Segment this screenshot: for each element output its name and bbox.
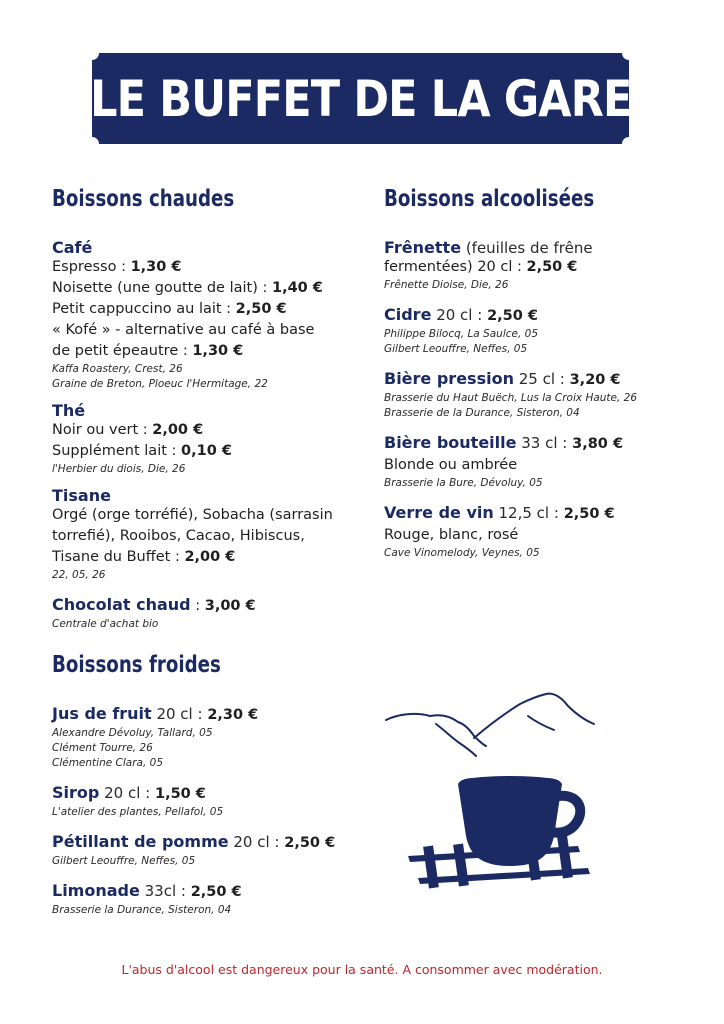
item-source: Graine de Breton, Ploeuc l'Hermitage, 22: [52, 378, 268, 390]
item-line: Orgé (orge torréfié), Sobacha (sarrasin: [52, 507, 333, 523]
item-volume: 12,5 cl :: [493, 504, 564, 522]
cup-on-rails-illustration: [378, 686, 608, 896]
mountain-right-ridge: [528, 716, 554, 730]
item-line: Espresso :: [52, 259, 131, 275]
menu-item-limonade: [52, 881, 352, 918]
item-name: Tisane: [52, 486, 111, 505]
mountain-right: [474, 694, 594, 738]
item-name: Verre de vin: [384, 503, 494, 522]
item-source: L'atelier des plantes, Pellafol, 05: [52, 806, 224, 818]
item-volume: 20 cl :: [151, 705, 208, 723]
item-source: Alexandre Dévoluy, Tallard, 05: [52, 727, 213, 739]
item-name: Bière bouteille: [384, 433, 517, 452]
item-source: Frênette Dioise, Die, 26: [384, 279, 509, 291]
item-price: 2,30 €: [207, 707, 259, 723]
item-volume: (feuilles de frêne: [461, 239, 593, 257]
item-price: 3,00 €: [204, 598, 256, 614]
left-column: [52, 186, 352, 918]
item-source: Cave Vinomelody, Veynes, 05: [384, 547, 540, 559]
item-name: Bière pression: [384, 369, 514, 388]
menu-item-biere-bouteille: [384, 433, 684, 491]
section-alcohol: Boissons alcoolisées: [384, 186, 595, 212]
item-volume: 25 cl :: [513, 370, 570, 388]
menu-item-cidre: [384, 305, 684, 357]
item-source: Clément Tourre, 26: [52, 742, 153, 754]
item-name: Limonade: [52, 881, 140, 900]
item-source: l'Herbier du diois, Die, 26: [52, 463, 186, 475]
menu-item-petillant: [52, 832, 352, 869]
item-line: Blonde ou ambrée: [384, 457, 518, 473]
item-source: Centrale d'achat bio: [52, 618, 159, 630]
item-name: Cidre: [384, 305, 432, 324]
item-price: 3,80 €: [572, 436, 624, 452]
item-price: 0,10 €: [181, 443, 232, 459]
item-line: Tisane du Buffet :: [52, 549, 185, 565]
item-price: 2,50 €: [284, 835, 336, 851]
item-name: Pétillant de pomme: [52, 832, 229, 851]
item-price: 2,50 €: [487, 308, 538, 324]
item-line: « Kofé » - alternative au café à base: [52, 322, 315, 338]
menu-item-vin: [384, 503, 684, 561]
item-price: 1,30 €: [130, 259, 182, 275]
item-volume: 20 cl :: [228, 833, 285, 851]
item-price: 2,50 €: [563, 506, 615, 522]
item-name: Frênette: [384, 238, 462, 257]
item-name: Jus de fruit: [52, 704, 152, 723]
item-source: Brasserie de la Durance, Sisteron, 04: [384, 407, 580, 419]
section-cold-drinks: Boissons froides: [52, 652, 221, 678]
mountain-left-ridge: [436, 724, 476, 756]
item-line: torrefié), Rooibos, Cacao, Hibiscus,: [52, 528, 305, 544]
item-name: Thé: [52, 401, 86, 420]
item-price: 2,50 €: [526, 259, 578, 275]
item-source: 22, 05, 26: [52, 569, 106, 581]
item-volume: 20 cl :: [99, 784, 155, 802]
item-line: Noir ou vert :: [52, 422, 153, 438]
item-line: Petit cappuccino au lait :: [52, 301, 236, 317]
title-banner: [89, 53, 632, 144]
item-separator: :: [190, 598, 205, 614]
item-volume: 20 cl :: [431, 306, 488, 324]
menu-item-jus: [52, 704, 352, 771]
item-source: Kaffa Roastery, Crest, 26: [52, 363, 183, 375]
item-source: Philippe Bilocq, La Saulce, 05: [384, 328, 539, 340]
menu-item-the: [52, 401, 352, 477]
menu-item-sirop: [52, 783, 352, 820]
right-column: [384, 186, 684, 561]
item-line: de petit épeautre :: [52, 343, 193, 359]
item-price: 2,50 €: [235, 301, 287, 317]
page-title: LE BUFFET DE LA GARE: [89, 69, 632, 128]
section-hot-drinks: Boissons chaudes: [52, 186, 235, 212]
item-line: Rouge, blanc, rosé: [384, 527, 519, 543]
item-name: Sirop: [52, 783, 100, 802]
item-source: Brasserie la Durance, Sisteron, 04: [52, 904, 232, 916]
item-line: fermentées) 20 cl :: [384, 259, 527, 275]
item-source: Brasserie du Haut Buëch, Lus la Croix Haute, 26: [384, 392, 638, 404]
item-name: Café: [52, 238, 93, 257]
item-price: 1,40 €: [271, 280, 323, 296]
item-price: 2,00 €: [152, 422, 204, 438]
item-line: Supplément lait :: [52, 443, 182, 459]
menu-item-cafe: [52, 238, 352, 392]
menu-item-chocolat: [52, 595, 352, 632]
menu-item-tisane: [52, 486, 352, 583]
item-volume: 33cl :: [139, 882, 191, 900]
item-source: Clémentine Clara, 05: [52, 757, 164, 769]
item-line: Noisette (une goutte de lait) :: [52, 280, 272, 296]
item-price: 3,20 €: [569, 372, 621, 388]
menu-item-frenette: [384, 238, 684, 293]
item-price: 1,30 €: [192, 343, 244, 359]
item-source: Brasserie la Bure, Dévoluy, 05: [384, 477, 543, 489]
item-price: 2,00 €: [184, 549, 236, 565]
item-volume: 33 cl :: [516, 434, 573, 452]
menu-item-biere-pression: [384, 369, 684, 421]
mountain-left: [386, 714, 486, 746]
alcohol-warning: L'abus d'alcool est dangereux pour la santé. A consommer avec modération.: [121, 962, 603, 977]
item-price: 1,50 €: [154, 786, 206, 802]
item-name: Chocolat chaud: [52, 595, 191, 614]
item-price: 2,50 €: [190, 884, 242, 900]
item-source: Gilbert Leouffre, Neffes, 05: [384, 343, 528, 355]
item-source: Gilbert Leouffre, Neffes, 05: [52, 855, 196, 867]
